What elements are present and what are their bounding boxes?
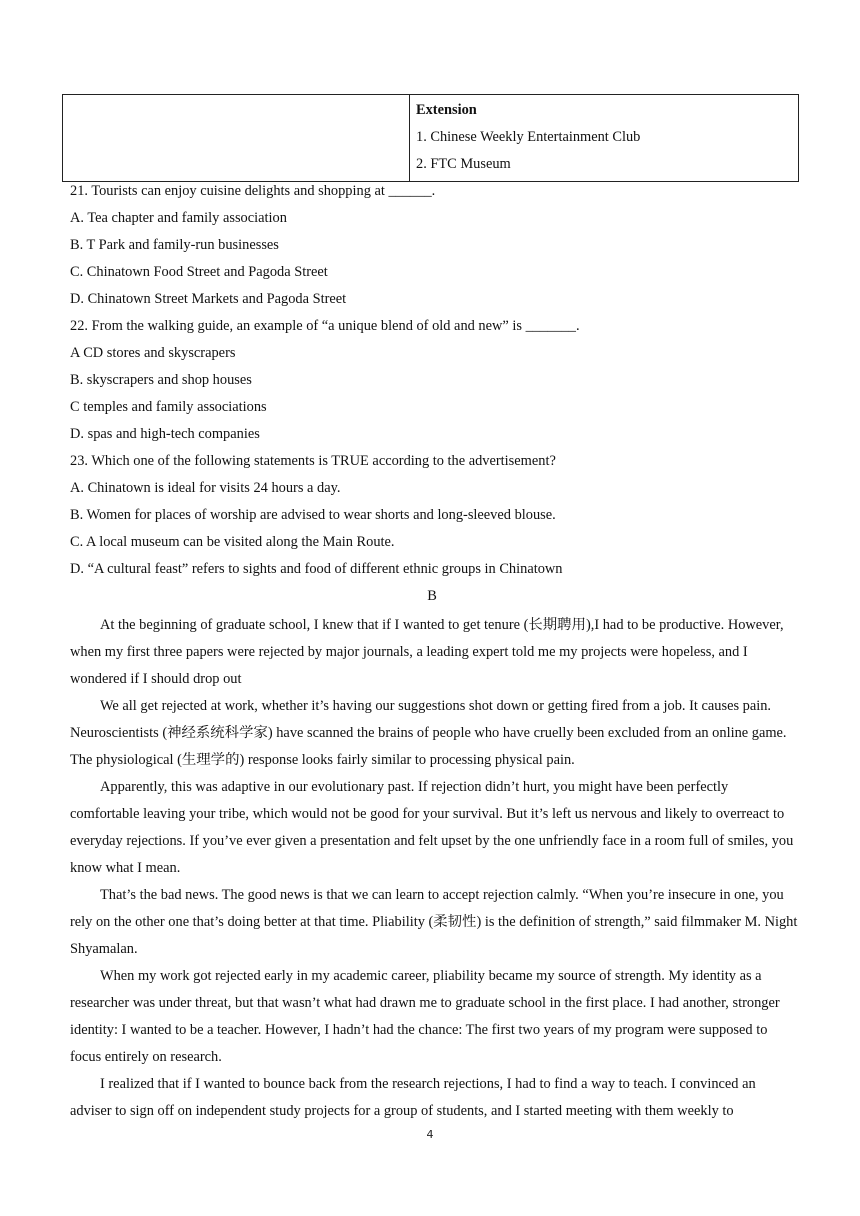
extension-item: 2. FTC Museum [416, 156, 511, 172]
extension-heading: Extension [416, 102, 477, 118]
answer-option: B. T Park and family-run businesses [70, 237, 279, 253]
passage-paragraph: We all get rejected at work, whether it’s having our suggestions shot down or getting fired from a job. It causes pain. Neuroscientists (神经系统科学家) have scanned the brains of people who have cruelly been excluded from an online game. The physiological (生理学的) response looks fairly similar to processing physical pain. [70, 698, 787, 768]
passage-paragraph: I realized that if I wanted to bounce back from the research rejections, I had to find a way to teach. I convinced an adviser to sign off on independent study projects for a group of students, and I started meeting with them weekly to [70, 1076, 756, 1119]
passage-paragraph: When my work got rejected early in my academic career, pliability became my source of strength. My identity as a researcher was under threat, but that wasn’t what had drawn me to graduate school in the first place. I had another, stronger identity: I wanted to be a teacher. However, I hadn’t had the chance: The first two years of my program were supposed to focus entirely on research. [70, 968, 780, 1065]
question-stem: 21. Tourists can enjoy cuisine delights and shopping at ______. [70, 183, 436, 199]
answer-option: C temples and family associations [70, 399, 267, 415]
extension-item: 1. Chinese Weekly Entertainment Club [416, 129, 641, 145]
answer-option: A CD stores and skyscrapers [70, 345, 236, 361]
question-stem: 22. From the walking guide, an example of “a unique blend of old and new” is _______. [70, 318, 580, 334]
passage-paragraph: Apparently, this was adaptive in our evolutionary past. If rejection didn’t hurt, you might have been perfectly comfortable leaving your tribe, which would not be good for your survival. But it’s left us nervous and likely to overreact to everyday rejections. If you’ve ever given a presentation and felt upset by the one unfriendly face in a room full of smiles, you know what I mean. [70, 779, 794, 876]
passage-paragraph: That’s the bad news. The good news is that we can learn to accept rejection calmly. “When you’re insecure in one, you rely on the other one that’s doing better at that time. Pliability (柔韧性) is the definition of strength,” said filmmaker M. Night Shyamalan. [70, 887, 798, 957]
extension-table [62, 94, 799, 182]
answer-option: D. spas and high-tech companies [70, 426, 260, 442]
answer-option: D. “A cultural feast” refers to sights and food of different ethnic groups in Chinatown [70, 561, 563, 577]
question-stem: 23. Which one of the following statements is TRUE according to the advertisement? [70, 453, 556, 469]
answer-option: C. Chinatown Food Street and Pagoda Street [70, 264, 328, 280]
passage-paragraph: At the beginning of graduate school, I knew that if I wanted to get tenure (长期聘用),I had to be productive. However, when my first three papers were rejected by major journals, a leading expert told me my projects were hopeless, and I wondered if I should drop out [70, 617, 784, 687]
answer-option: B. skyscrapers and shop houses [70, 372, 252, 388]
table-empty-cell [63, 95, 410, 182]
answer-option: A. Tea chapter and family association [70, 210, 287, 226]
answer-option: C. A local museum can be visited along the Main Route. [70, 534, 395, 550]
answer-option: A. Chinatown is ideal for visits 24 hours a day. [70, 480, 341, 496]
page-number: 4 [426, 1128, 434, 1141]
section-label: B [427, 588, 437, 604]
reading-passage [70, 612, 800, 1125]
table-extension-cell [410, 95, 799, 182]
answer-option: D. Chinatown Street Markets and Pagoda Street [70, 291, 347, 307]
questions-block [70, 180, 810, 612]
answer-option: B. Women for places of worship are advised to wear shorts and long-sleeved blouse. [70, 507, 556, 523]
